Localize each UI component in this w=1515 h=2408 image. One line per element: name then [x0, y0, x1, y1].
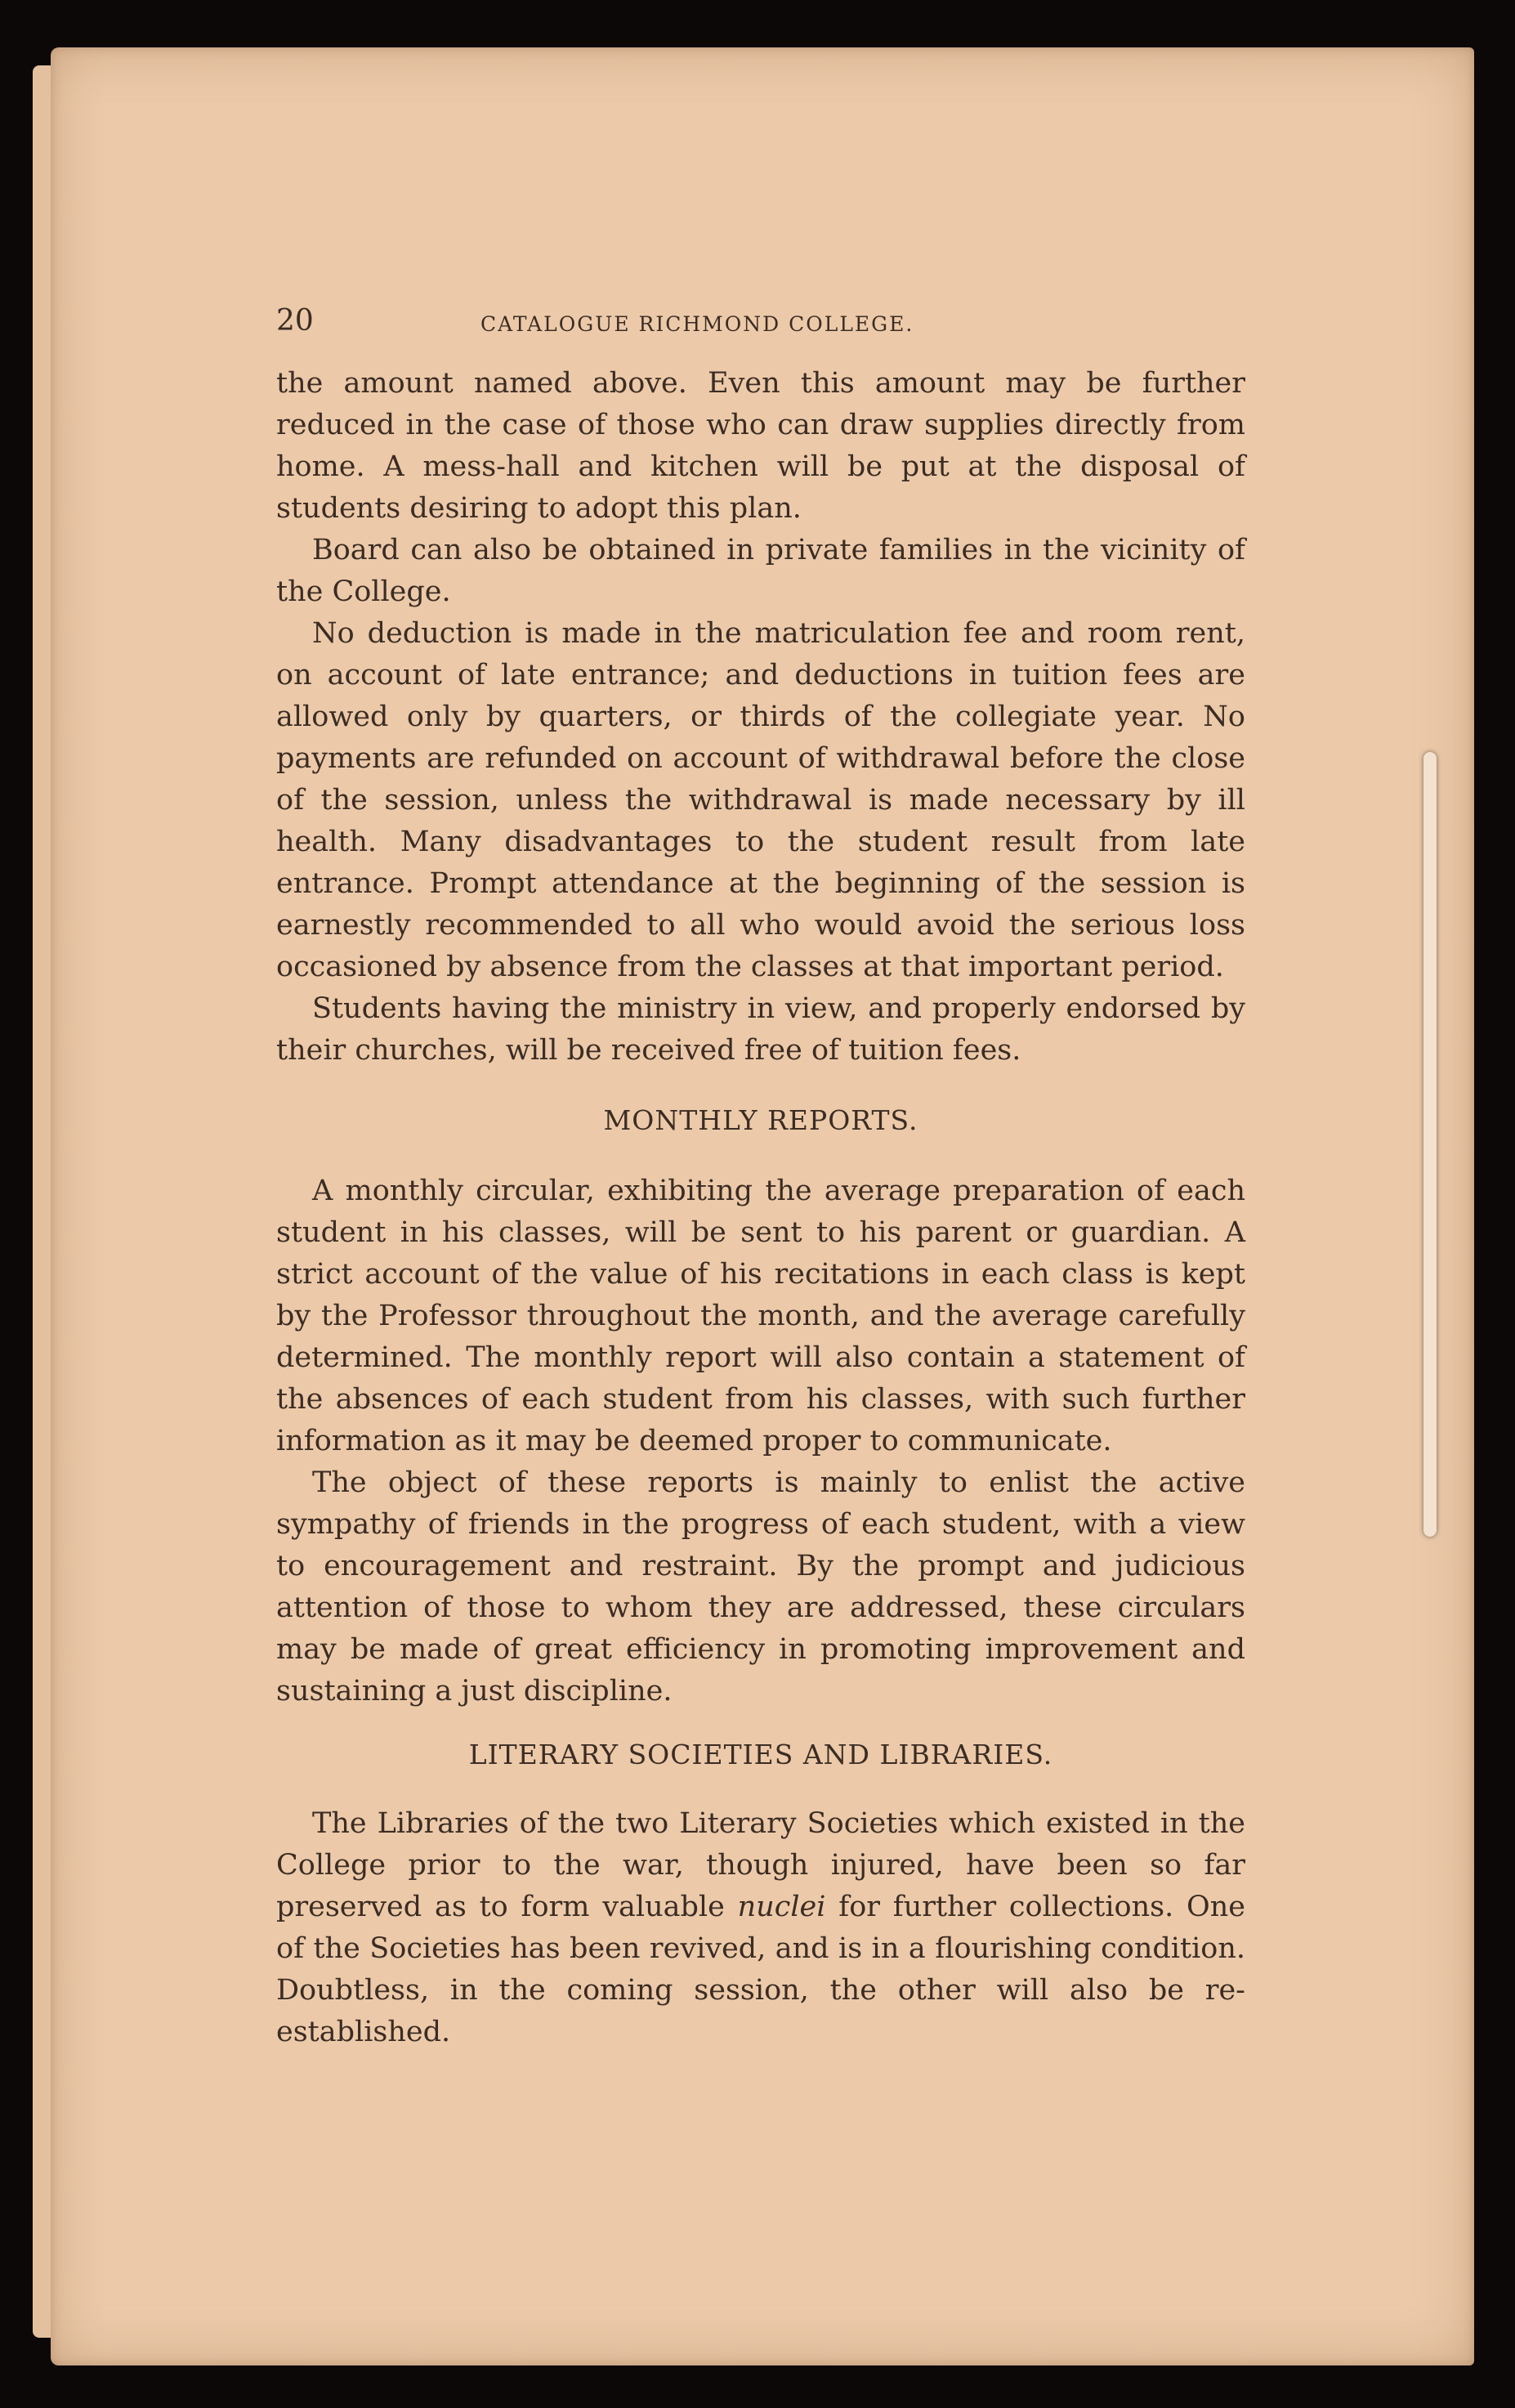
paragraph-private-board: Board can also be obtained in private families in the vicinity of the College. — [276, 534, 1245, 608]
binding-thread — [1423, 752, 1437, 1537]
libraries-text-end: for further collections. One of the Societies has been revived, and is in a flourishing condition. Doubtless, in the coming session, the other will also be re-established. — [276, 1891, 1245, 2048]
paragraph-board-cost: the amount named above. Even this amount may be further reduced in the case of those who can draw supplies directly from home. A mess-hall and kitchen will be put at the disposal of students desiring to adopt this plan. — [276, 367, 1245, 525]
page-number: 20 — [276, 304, 314, 338]
paragraph-ministry-students: Students having the ministry in view, and properly endorsed by their churches, will be received free of tuition fees. — [276, 992, 1245, 1067]
paragraph-monthly-circular: A monthly circular, exhibiting the average preparation of each student in his classes, will be sent to his parent or guardian. A strict account of the value of his recitations in each class is kept by the Professor throughout the month, and the average carefully determined. The monthly report will also contain a statement of the absences of each student from his classes, with such further information as it may be deemed proper to communicate. — [276, 1175, 1245, 1457]
heading-monthly-reports: MONTHLY REPORTS. — [603, 1104, 918, 1136]
paragraph-report-object: The object of these reports is mainly to enlist the active sympathy of friends in the progress of each student, with a view to encouragement and restraint. By the prompt and judicious attention of those to whom they are addressed, these circulars may be made of great efficiency in promoting improvement and sustaining a just discipline. — [276, 1466, 1245, 1708]
libraries-italic-term: nuclei — [737, 1891, 826, 1923]
page-header — [276, 304, 1245, 355]
running-head: CATALOGUE RICHMOND COLLEGE. — [480, 312, 914, 336]
text-block — [276, 304, 1245, 2053]
heading-literary-societies: LITERARY SOCIETIES AND LIBRARIES. — [468, 1739, 1053, 1770]
paragraph-libraries — [276, 1803, 1245, 2053]
libraries-text-start: The Libraries of the two Literary Societies which existed in the College prior to the war, though injured, have been so far preserved as to form valuable — [276, 1807, 1245, 1923]
paragraph-deductions: No deduction is made in the matriculation fee and room rent, on account of late entrance; and deductions in tuition fees are allowed only by quarters, or thirds of the collegiate year. No payments are refunded on account of withdrawal before the close of the session, unless the withdrawal is made necessary by ill health. Many disadvantages to the student result from late entrance. Prompt attendance at the beginning of the session is earnestly recommended to all who would avoid the serious loss occasioned by absence from the classes at that important period. — [276, 617, 1245, 983]
